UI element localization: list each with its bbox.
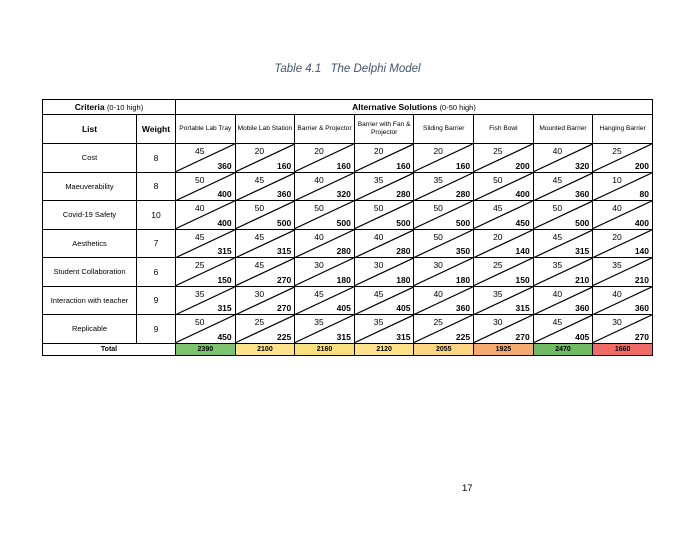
- criterion-weight: 7: [137, 229, 176, 258]
- weighted-score: 315: [217, 303, 232, 313]
- criterion-label: Replicable: [43, 315, 137, 344]
- score-cell: [593, 172, 653, 201]
- score-cell: [474, 144, 534, 173]
- weighted-score: 150: [217, 274, 232, 285]
- weighted-score: 200: [634, 160, 649, 171]
- score-cell: [474, 172, 534, 201]
- weighted-score: 405: [396, 303, 411, 313]
- raw-score: 35: [493, 288, 503, 299]
- criterion-weight: 8: [137, 144, 176, 173]
- solution-header: Mounted Barrier: [533, 115, 593, 144]
- score-cell: [235, 229, 295, 258]
- weighted-score: 315: [396, 331, 411, 342]
- score-cell: [176, 201, 236, 230]
- weighted-score: 180: [336, 274, 351, 285]
- raw-score: 20: [254, 146, 265, 156]
- weighted-score: 270: [277, 274, 292, 285]
- weighted-score: 405: [575, 331, 590, 342]
- raw-score: 45: [493, 203, 503, 213]
- solution-header: Barrier with Fan & Projector: [354, 115, 414, 144]
- raw-score: 40: [373, 231, 384, 242]
- raw-score: 25: [254, 317, 265, 327]
- table-header-row-2: [43, 115, 653, 144]
- weighted-score: 400: [217, 189, 232, 199]
- weighted-score: 320: [575, 160, 590, 171]
- score-cell: [414, 201, 474, 230]
- weighted-score: 405: [336, 303, 351, 313]
- table-row: [43, 286, 653, 315]
- page-number: 17: [462, 483, 473, 494]
- score-cell: [593, 201, 653, 230]
- weighted-score: 500: [575, 217, 590, 228]
- solution-header: Mobile Lab Station: [235, 115, 295, 144]
- weighted-score: 270: [515, 331, 530, 342]
- score-cell: [593, 229, 653, 258]
- raw-score: 50: [195, 317, 205, 327]
- weighted-score: 400: [217, 217, 232, 228]
- raw-score: 50: [373, 203, 384, 213]
- raw-score: 50: [254, 203, 265, 213]
- score-cell: [414, 286, 474, 315]
- score-cell: [354, 286, 414, 315]
- total-value: 1660: [593, 343, 653, 355]
- raw-score: 20: [373, 146, 384, 156]
- score-cell: [354, 144, 414, 173]
- raw-score: 35: [373, 174, 384, 185]
- weighted-score: 315: [515, 303, 530, 313]
- weighted-score: 320: [336, 189, 351, 199]
- score-cell: [176, 229, 236, 258]
- raw-score: 45: [373, 288, 384, 299]
- score-cell: [176, 144, 236, 173]
- score-cell: [176, 172, 236, 201]
- weighted-score: 360: [634, 303, 649, 313]
- table-row: [43, 229, 653, 258]
- raw-score: 40: [433, 288, 443, 299]
- raw-score: 35: [433, 174, 443, 185]
- solution-header: Barrier & Projector: [295, 115, 355, 144]
- raw-score: 45: [195, 231, 205, 242]
- total-value: 2470: [533, 343, 593, 355]
- table-row: [43, 144, 653, 173]
- weighted-score: 210: [634, 274, 649, 285]
- score-cell: [593, 286, 653, 315]
- score-cell: [235, 144, 295, 173]
- weighted-score: 500: [455, 217, 471, 228]
- score-cell: [474, 229, 534, 258]
- score-cell: [176, 286, 236, 315]
- criterion-label: Cost: [43, 144, 137, 173]
- solution-header: Portable Lab Tray: [176, 115, 236, 144]
- caption-number: Table 4.1: [274, 63, 322, 75]
- total-value: 1925: [474, 343, 534, 355]
- weighted-score: 280: [336, 246, 351, 256]
- weighted-score: 315: [277, 246, 292, 256]
- weighted-score: 210: [575, 274, 590, 285]
- raw-score: 50: [552, 203, 563, 213]
- weighted-score: 280: [396, 246, 411, 256]
- solution-header: Fish Bowl: [474, 115, 534, 144]
- weighted-score: 315: [336, 331, 351, 342]
- score-cell: [533, 172, 593, 201]
- total-value: 2120: [354, 343, 414, 355]
- score-cell: [235, 201, 295, 230]
- table-header-row-1: [43, 100, 653, 115]
- weighted-score: 500: [396, 217, 411, 228]
- weighted-score: 315: [575, 246, 590, 256]
- raw-score: 45: [254, 174, 265, 185]
- raw-score: 50: [433, 231, 443, 242]
- weighted-score: 180: [455, 274, 471, 285]
- caption-title: The Delphi Model: [330, 63, 421, 75]
- raw-score: 40: [612, 288, 622, 299]
- score-cell: [533, 201, 593, 230]
- score-cell: [354, 315, 414, 344]
- criterion-label: Interaction with teacher: [43, 286, 137, 315]
- raw-score: 35: [612, 260, 622, 270]
- score-cell: [354, 172, 414, 201]
- weighted-score: 360: [217, 160, 232, 171]
- weighted-score: 140: [515, 246, 530, 256]
- score-cell: [414, 315, 474, 344]
- raw-score: 45: [552, 317, 563, 327]
- raw-score: 25: [612, 146, 622, 156]
- table-row: [43, 172, 653, 201]
- totals-row: [43, 343, 653, 355]
- solution-header: Hanging Barrier: [593, 115, 653, 144]
- raw-score: 35: [314, 317, 324, 327]
- weighted-score: 280: [455, 189, 471, 199]
- raw-score: 30: [612, 317, 622, 327]
- weighted-score: 150: [515, 274, 530, 285]
- table-row: [43, 258, 653, 287]
- score-cell: [295, 315, 355, 344]
- weighted-score: 360: [575, 303, 590, 313]
- weighted-score: 360: [575, 189, 590, 199]
- weighted-score: 180: [396, 274, 411, 285]
- weighted-score: 450: [515, 217, 530, 228]
- raw-score: 20: [314, 146, 324, 156]
- weighted-score: 280: [396, 189, 411, 199]
- raw-score: 25: [195, 260, 205, 270]
- score-cell: [533, 144, 593, 173]
- raw-score: 35: [195, 288, 205, 299]
- raw-score: 50: [493, 174, 503, 185]
- total-label: Total: [43, 343, 176, 355]
- score-cell: [593, 144, 653, 173]
- raw-score: 30: [373, 260, 384, 270]
- weighted-score: 200: [515, 160, 530, 171]
- raw-score: 25: [493, 146, 503, 156]
- raw-score: 50: [195, 174, 205, 185]
- score-cell: [295, 172, 355, 201]
- weighted-score: 400: [515, 189, 530, 199]
- weighted-score: 160: [336, 160, 351, 171]
- weighted-score: 225: [455, 331, 471, 342]
- raw-score: 35: [373, 317, 384, 327]
- raw-score: 20: [612, 231, 622, 242]
- score-cell: [354, 258, 414, 287]
- raw-score: 35: [552, 260, 563, 270]
- criterion-weight: 10: [137, 201, 176, 230]
- score-cell: [354, 201, 414, 230]
- score-cell: [414, 144, 474, 173]
- raw-score: 50: [433, 203, 443, 213]
- table-caption: [0, 63, 695, 75]
- weighted-score: 160: [396, 160, 411, 171]
- raw-score: 45: [254, 231, 265, 242]
- score-cell: [593, 315, 653, 344]
- weighted-score: 160: [455, 160, 471, 171]
- weighted-score: 350: [455, 246, 471, 256]
- score-cell: [593, 258, 653, 287]
- score-cell: [295, 201, 355, 230]
- raw-score: 50: [314, 203, 324, 213]
- raw-score: 40: [314, 174, 324, 185]
- raw-score: 10: [612, 174, 622, 185]
- score-cell: [533, 258, 593, 287]
- raw-score: 30: [254, 288, 265, 299]
- score-cell: [235, 258, 295, 287]
- criterion-weight: 9: [137, 315, 176, 344]
- score-cell: [414, 172, 474, 201]
- score-cell: [533, 286, 593, 315]
- score-cell: [235, 172, 295, 201]
- score-cell: [235, 315, 295, 344]
- raw-score: 20: [493, 231, 503, 242]
- score-cell: [235, 286, 295, 315]
- criteria-header: Criteria (0-10 high): [43, 100, 176, 115]
- alternative-solutions-header: Alternative Solutions (0-50 high): [176, 100, 653, 115]
- raw-score: 30: [433, 260, 443, 270]
- total-value: 2390: [176, 343, 236, 355]
- criterion-label: Aesthetics: [43, 229, 137, 258]
- score-cell: [474, 258, 534, 287]
- score-cell: [295, 286, 355, 315]
- weighted-score: 315: [217, 246, 232, 256]
- criterion-weight: 6: [137, 258, 176, 287]
- weighted-score: 400: [634, 217, 649, 228]
- criterion-weight: 9: [137, 286, 176, 315]
- criterion-weight: 8: [137, 172, 176, 201]
- weighted-score: 360: [277, 189, 292, 199]
- criterion-label: Covid-19 Safety: [43, 201, 137, 230]
- criterion-label: Maeuverability: [43, 172, 137, 201]
- raw-score: 40: [552, 288, 563, 299]
- total-value: 2160: [295, 343, 355, 355]
- score-cell: [176, 258, 236, 287]
- weighted-score: 360: [455, 303, 471, 313]
- score-cell: [533, 229, 593, 258]
- raw-score: 25: [433, 317, 443, 327]
- weighted-score: 80: [639, 189, 649, 199]
- weighted-score: 225: [277, 331, 292, 342]
- raw-score: 40: [612, 203, 622, 213]
- raw-score: 45: [314, 288, 324, 299]
- raw-score: 30: [493, 317, 503, 327]
- criterion-label: Student Collaboration: [43, 258, 137, 287]
- weighted-score: 270: [634, 331, 649, 342]
- raw-score: 40: [314, 231, 324, 242]
- weighted-score: 160: [277, 160, 292, 171]
- weighted-score: 270: [277, 303, 292, 313]
- delphi-table: [42, 99, 653, 356]
- score-cell: [295, 258, 355, 287]
- weighted-score: 450: [217, 331, 232, 342]
- raw-score: 25: [493, 260, 503, 270]
- score-cell: [354, 229, 414, 258]
- score-cell: [414, 258, 474, 287]
- score-cell: [474, 201, 534, 230]
- score-cell: [176, 315, 236, 344]
- total-value: 2055: [414, 343, 474, 355]
- raw-score: 45: [552, 231, 563, 242]
- weight-header: Weight: [137, 115, 176, 144]
- score-cell: [533, 315, 593, 344]
- raw-score: 40: [552, 146, 563, 156]
- total-value: 2100: [235, 343, 295, 355]
- score-cell: [414, 229, 474, 258]
- raw-score: 45: [552, 174, 563, 185]
- score-cell: [474, 286, 534, 315]
- weighted-score: 500: [277, 217, 292, 228]
- solution-header: Sliding Barrier: [414, 115, 474, 144]
- score-cell: [295, 229, 355, 258]
- score-cell: [474, 315, 534, 344]
- list-header: List: [43, 115, 137, 144]
- score-cell: [295, 144, 355, 173]
- raw-score: 30: [314, 260, 324, 270]
- weighted-score: 500: [336, 217, 351, 228]
- raw-score: 40: [195, 203, 205, 213]
- raw-score: 45: [254, 260, 265, 270]
- table-row: [43, 201, 653, 230]
- raw-score: 20: [433, 146, 443, 156]
- raw-score: 45: [195, 146, 205, 156]
- table-row: [43, 315, 653, 344]
- weighted-score: 140: [634, 246, 649, 256]
